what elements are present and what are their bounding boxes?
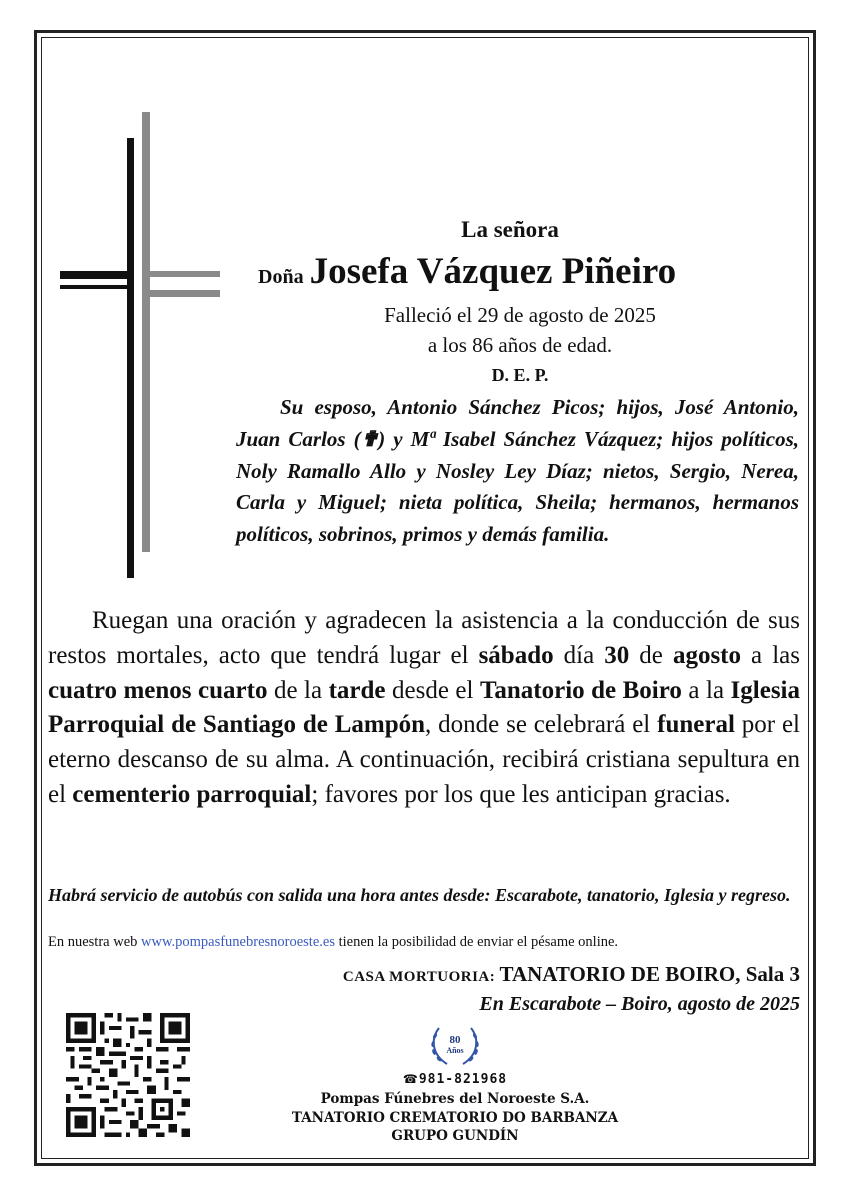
inner-border bbox=[41, 37, 809, 1159]
ceremony-text: de bbox=[629, 641, 673, 669]
ceremony-bold: Iglesia Parroquial de Santiago de Lampón bbox=[48, 676, 800, 739]
company-line2: TANATORIO CREMATORIO DO BARBANZA bbox=[291, 1110, 619, 1126]
ceremony-text: de la bbox=[267, 676, 329, 704]
ceremony-text: , donde se celebrará el bbox=[425, 711, 658, 739]
name-prefix: Doña bbox=[258, 266, 304, 288]
ceremony-bold: cementerio parroquial bbox=[72, 780, 312, 808]
family-paragraph bbox=[236, 392, 799, 551]
ceremony-bold: agosto bbox=[672, 641, 742, 669]
website-link[interactable]: www.pompasfunebresnoroeste.es bbox=[141, 934, 335, 950]
ceremony-text: a la bbox=[681, 676, 731, 704]
ceremony-text: desde el bbox=[385, 676, 480, 704]
web-pre: En nuestra web bbox=[48, 934, 142, 950]
dep-text: D. E. P. bbox=[491, 365, 549, 385]
ceremony-paragraph bbox=[48, 604, 800, 813]
ceremony-bold: tarde bbox=[328, 676, 386, 704]
badge-word: Años bbox=[446, 1046, 464, 1055]
age-text: a los 86 años de edad. bbox=[427, 333, 613, 357]
phone-line bbox=[300, 1072, 610, 1087]
ceremony-text: día bbox=[553, 641, 605, 669]
ceremony-bold: 30 bbox=[604, 641, 630, 669]
company-name: Pompas Fúnebres del Noroeste S.A. bbox=[320, 1091, 590, 1107]
phone-icon: ☎ bbox=[402, 1072, 419, 1086]
badge-number: 80 bbox=[449, 1034, 461, 1046]
ceremony-bold: cuatro menos cuarto bbox=[48, 676, 268, 704]
ceremony-text: por el eterno descanso de su alma. A continuación, recibirá cristiana sepultura en el bbox=[48, 711, 800, 808]
web-post: tienen la posibilidad de enviar el pésame online. bbox=[334, 934, 619, 950]
bus-notice bbox=[48, 883, 800, 908]
ceremony-text: ; favores por los que les anticipan gracias. bbox=[311, 780, 731, 808]
place-date: En Escarabote – Boiro, agosto de 2025 bbox=[479, 993, 800, 1015]
ceremony-bold: Tanatorio de Boiro bbox=[479, 676, 682, 704]
anniversary-laurel-icon bbox=[425, 1020, 485, 1070]
casa-mortuoria bbox=[343, 962, 800, 987]
bus-text: Habrá servicio de autobús con salida una hora antes desde: Escarabote, tanatorio, Iglesia y regreso. bbox=[48, 885, 791, 905]
ceremony-text: Ruegan una oración y agradecen la asistencia a la conducción de sus restos mortales, acto que tendrá lugar el bbox=[48, 607, 800, 669]
family-text: Su esposo, Antonio Sánchez Picos; hijos, José Antonio, Juan Carlos (✟) y Mª Isabel Sánchez Vázquez; hijos políticos, Noly Ramallo Allo y Nosley Ley Díaz; nietos, Sergio, Nerea, Carla y Miguel; nieta política, Sheila; hermanos, hermanos políticos, sobrinos, primos y demás familia. bbox=[236, 395, 799, 547]
casa-value: TANATORIO DE BOIRO, Sala 3 bbox=[499, 962, 800, 986]
company-line3: GRUPO GUNDÍN bbox=[391, 1128, 519, 1144]
web-notice bbox=[48, 934, 618, 951]
deceased-name: Josefa Vázquez Piñeiro bbox=[309, 251, 677, 292]
ceremony-bold: funeral bbox=[657, 711, 735, 739]
deceased-name-line bbox=[258, 250, 676, 293]
ceremony-text: a las bbox=[741, 641, 800, 669]
death-date: Falleció el 29 de agosto de 2025 bbox=[384, 303, 656, 327]
ceremony-bold: sábado bbox=[478, 641, 554, 669]
phone-number: 981-821968 bbox=[418, 1072, 508, 1087]
intro-text: La señora bbox=[461, 217, 559, 242]
casa-label: CASA MORTUORIA: bbox=[342, 969, 500, 985]
qr-code-icon bbox=[66, 1013, 190, 1137]
